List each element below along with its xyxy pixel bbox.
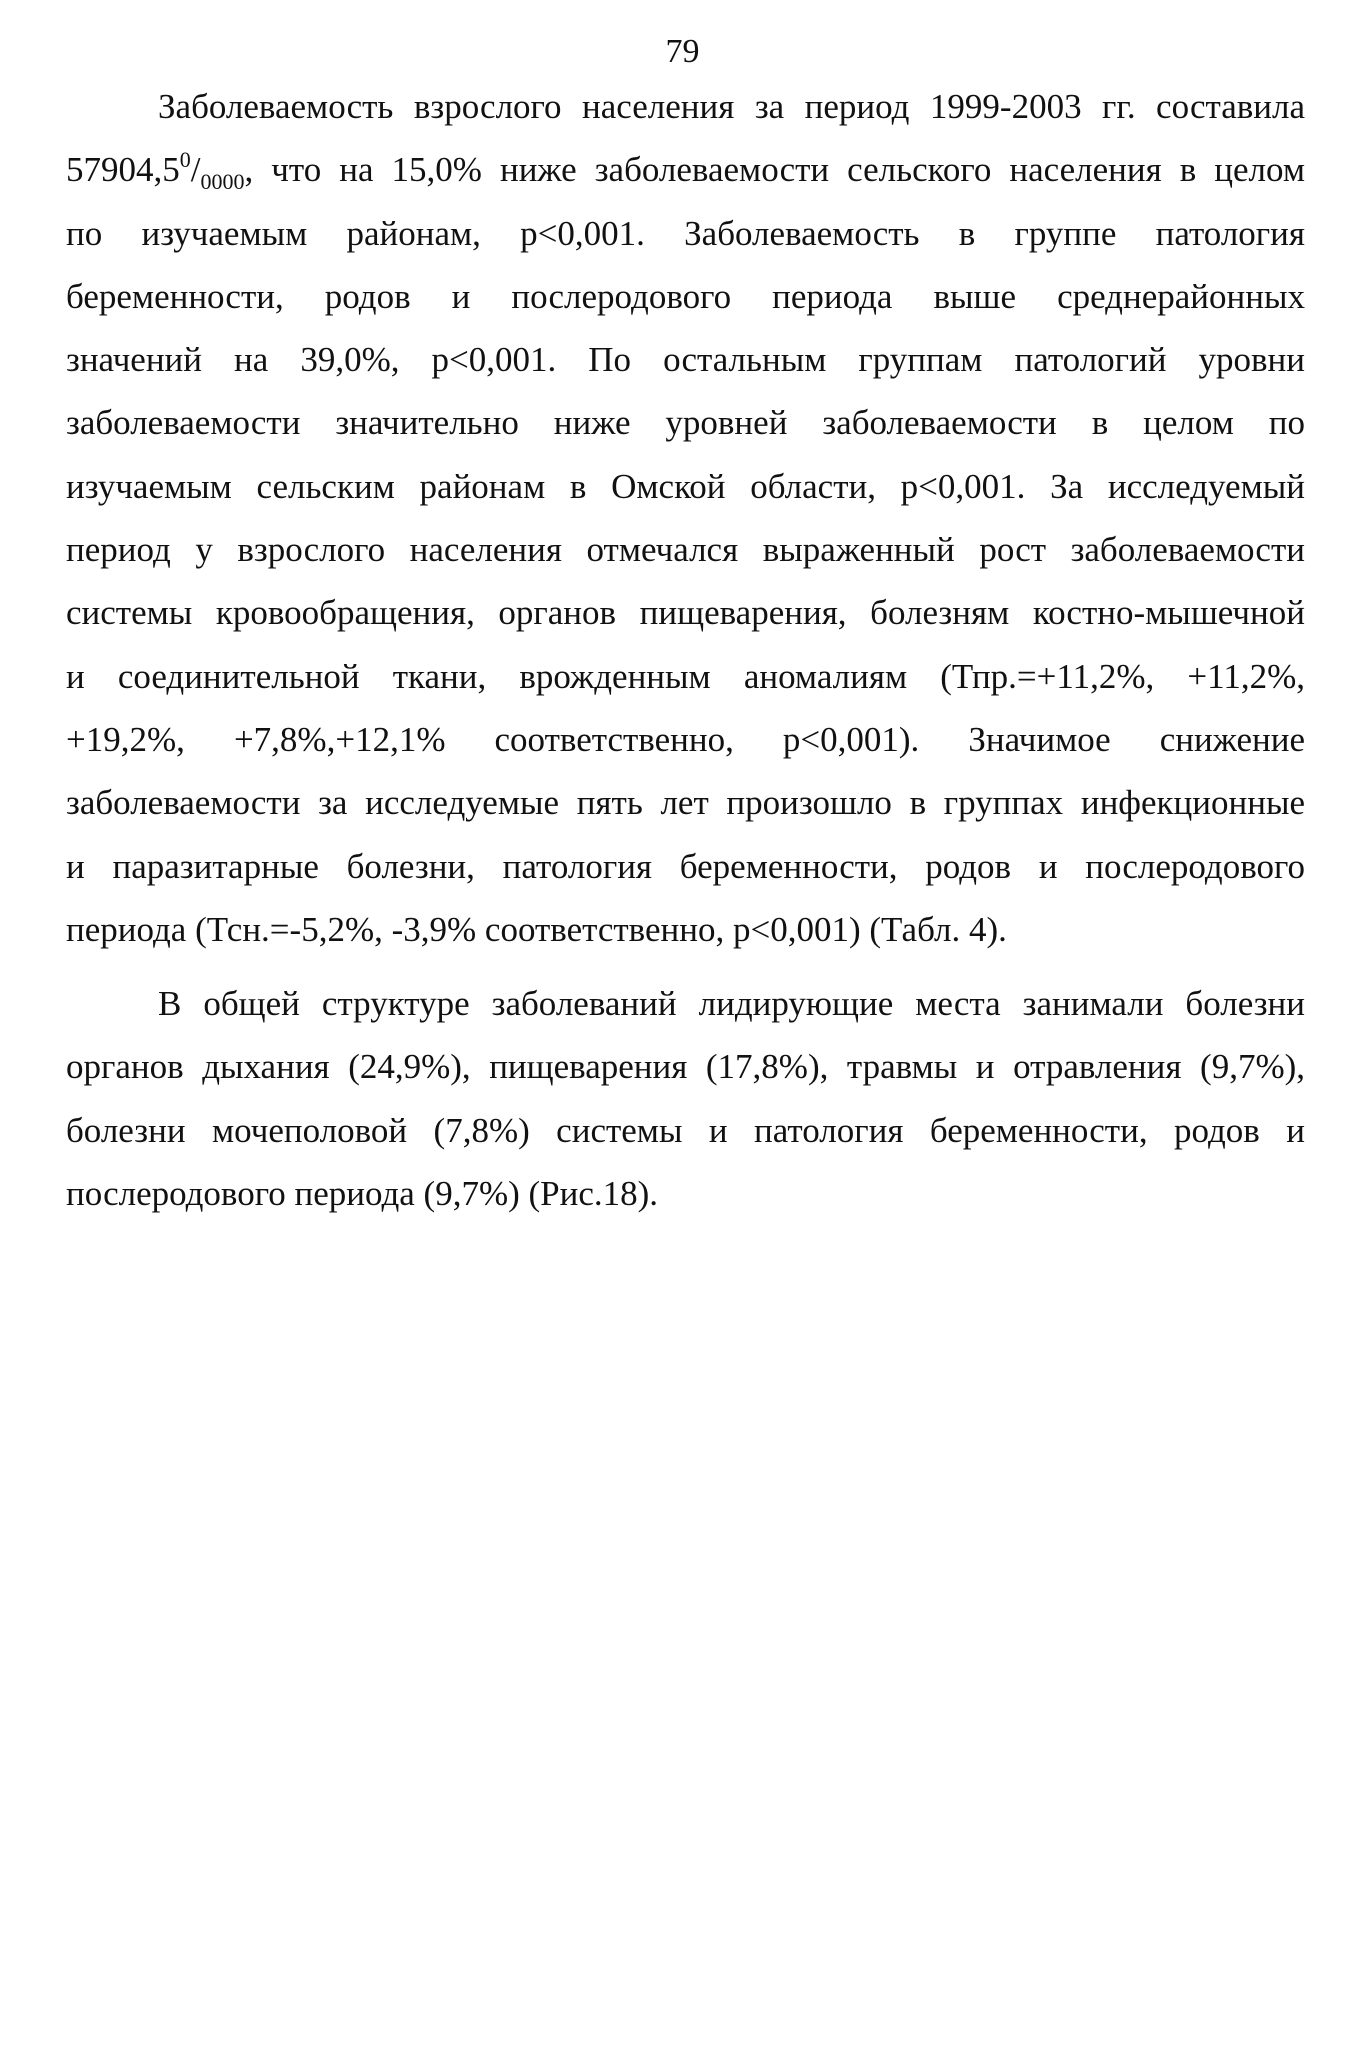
- paragraph-line: беременности, родов и послеродового периода выше среднерайонных: [66, 276, 1305, 316]
- rate-unit-superscript: 0: [179, 147, 191, 173]
- paragraph-line: +19,2%, +7,8%,+12,1% соответственно, р<0,001). Значимое снижение: [66, 719, 1305, 759]
- paragraph-line: органов дыхания (24,9%), пищеварения (17,8%), травмы и отравления (9,7%),: [66, 1047, 1305, 1087]
- line-continuation: , что на 15,0% ниже заболеваемости сельского населения в целом: [244, 150, 1305, 190]
- paragraph-line: и соединительной ткани, врожденным аномалиям (Тпр.=+11,2%, +11,2%,: [66, 656, 1305, 696]
- paragraph-adult-morbidity: [66, 75, 1305, 961]
- rate-value: 57904,5: [66, 150, 180, 190]
- paragraph-line: болезни мочеполовой (7,8%) системы и патология беременности, родов и: [66, 1110, 1305, 1150]
- paragraph-line: заболеваемости за исследуемые пять лет произошло в группах инфекционные: [66, 783, 1305, 823]
- paragraph-line: В общей структуре заболеваний лидирующие места занимали болезни: [158, 984, 1305, 1023]
- page-number: 79: [665, 33, 700, 70]
- paragraph-line: значений на 39,0%, р<0,001. По остальным группам патологий уровни: [66, 340, 1305, 380]
- paragraph-line: периода (Тсн.=-5,2%, -3,9% соответственно, р<0,001) (Табл. 4).: [66, 909, 1007, 949]
- paragraph-line: Заболеваемость взрослого населения за период 1999-2003 гг. составила: [158, 87, 1305, 126]
- rate-unit-slash: /: [190, 150, 201, 190]
- paragraph-line: период у взрослого населения отмечался выраженный рост заболеваемости: [66, 530, 1305, 570]
- paragraph-disease-structure: [66, 972, 1305, 1225]
- paragraph-line: изучаемым сельским районам в Омской области, р<0,001. За исследуемый: [66, 466, 1305, 506]
- paragraph-line: заболеваемости значительно ниже уровней заболеваемости в целом по: [66, 403, 1305, 443]
- paragraph-line: системы кровообращения, органов пищеварения, болезням костно-мышечной: [66, 593, 1305, 633]
- paragraph-line-with-units: [66, 138, 1305, 201]
- paragraph-line: по изучаемым районам, р<0,001. Заболеваемость в группе патология: [66, 213, 1305, 253]
- paragraph-line: и паразитарные болезни, патология беременности, родов и послеродового: [66, 846, 1305, 886]
- paragraph-line: послеродового периода (9,7%) (Рис.18).: [66, 1173, 659, 1213]
- rate-unit-subscript: 0000: [200, 169, 245, 195]
